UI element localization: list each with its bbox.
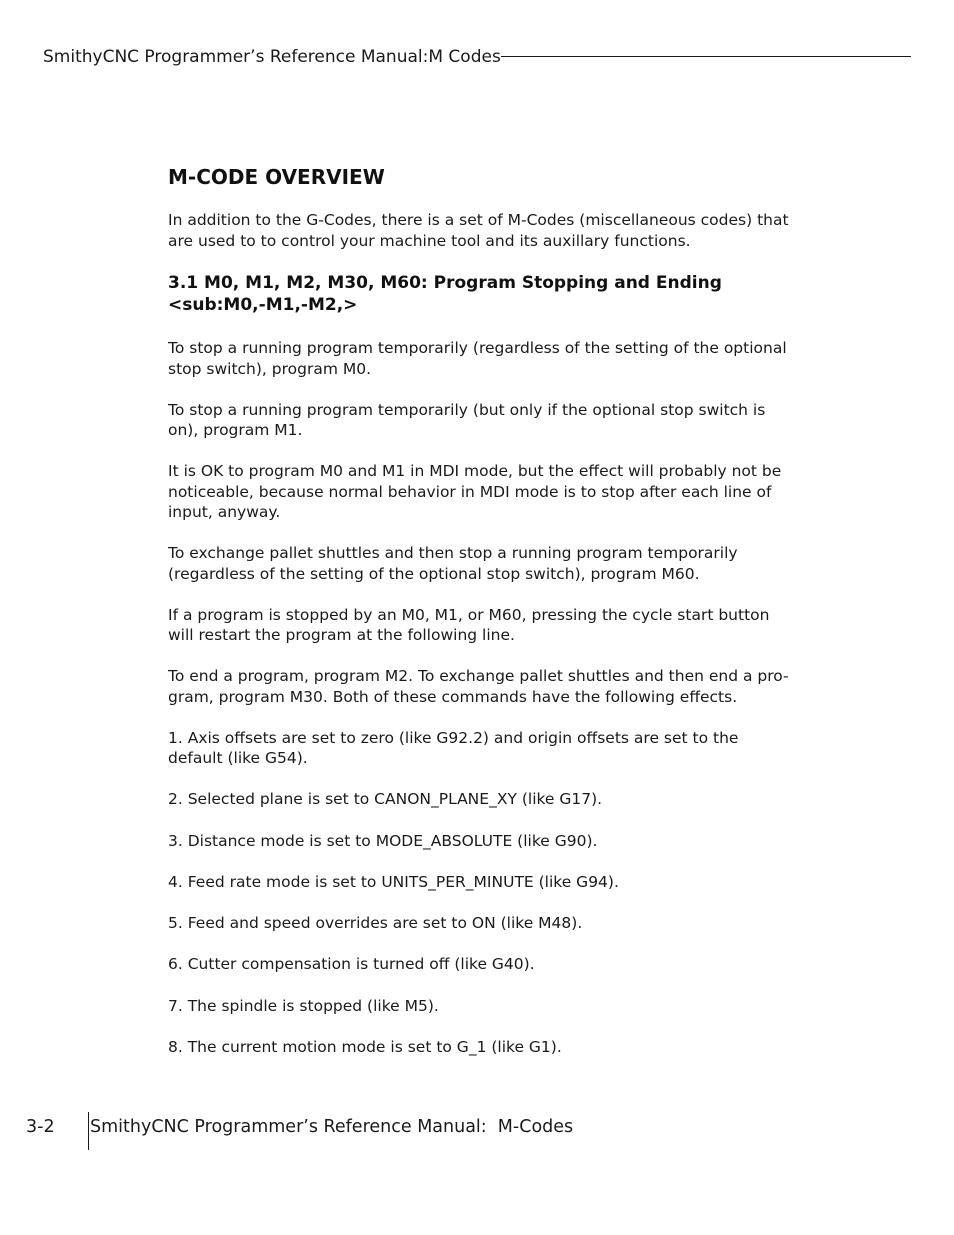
- subsection-title: [168, 272, 794, 316]
- paragraph-m0: To stop a running program temporarily (regardless of the setting of the optional stop switch), program M0.: [168, 339, 787, 378]
- effect-item: 2. Selected plane is set to CANON_PLANE_XY (like G17).: [168, 790, 603, 809]
- section-title: M-CODE OVERVIEW: [168, 165, 385, 189]
- effect-item: 4. Feed rate mode is set to UNITS_PER_MINUTE (like G94).: [168, 872, 619, 891]
- page-number: 3-2: [26, 1117, 55, 1137]
- paragraph-cycle-start: If a program is stopped by an M0, M1, or M60, pressing the cycle start button will restart the program at the following line.: [168, 605, 770, 644]
- effect-item: 8. The current motion mode is set to G_1 (like G1).: [168, 1038, 562, 1057]
- paragraph-mdi: It is OK to program M0 and M1 in MDI mode, but the effect will probably not be noticeable, because normal behavior in MDI mode is to stop after each line of input, anyway.: [168, 462, 782, 521]
- page-content: [168, 164, 794, 1078]
- subsection-title-line2: <sub:M0,-M1,-M2,>: [168, 295, 358, 315]
- paragraph-m60: To exchange pallet shuttles and then stop a running program temporarily (regardless of the setting of the optional stop switch), program M60.: [168, 544, 738, 583]
- footer-divider: [88, 1112, 89, 1150]
- intro-paragraph: In addition to the G-Codes, there is a set of M-Codes (miscellaneous codes) that are used to to control your machine tool and its auxillary functions.: [168, 211, 789, 250]
- effect-item: 6. Cutter compensation is turned off (like G40).: [168, 955, 535, 974]
- effect-item: 7. The spindle is stopped (like M5).: [168, 996, 439, 1015]
- paragraph-m1: To stop a running program temporarily (but only if the optional stop switch is on), program M1.: [168, 400, 766, 439]
- subsection-title-line1: 3.1 M0, M1, M2, M30, M60: Program Stopping and Ending: [168, 273, 722, 293]
- footer-title: SmithyCNC Programmer’s Reference Manual: M-Codes: [90, 1117, 574, 1137]
- effect-item: 5. Feed and speed overrides are set to ON (like M48).: [168, 914, 583, 933]
- effect-item: 3. Distance mode is set to MODE_ABSOLUTE (like G90).: [168, 831, 598, 850]
- effect-item: 1. Axis offsets are set to zero (like G92.2) and origin offsets are set to the default (like G54).: [168, 728, 739, 767]
- paragraph-end-program: To end a program, program M2. To exchange pallet shuttles and then end a pro-gram, program M30. Both of these commands have the following effects.: [168, 667, 789, 706]
- body-paragraphs: [168, 338, 794, 1058]
- header-rule: [501, 56, 911, 57]
- running-header: SmithyCNC Programmer’s Reference Manual:M Codes: [43, 47, 501, 67]
